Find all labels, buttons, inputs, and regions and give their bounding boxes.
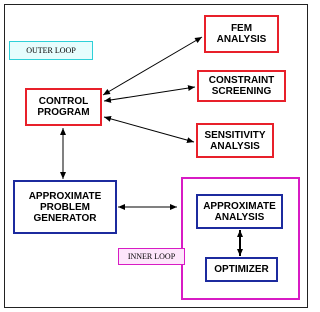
approximate-analysis-box: APPROXIMATE ANALYSIS — [196, 194, 283, 229]
approximate-problem-generator-box: APPROXIMATE PROBLEM GENERATOR — [13, 180, 117, 234]
inner-loop-label: INNER LOOP — [118, 248, 185, 265]
control-program-box: CONTROL PROGRAM — [25, 88, 102, 126]
sensitivity-analysis-box: SENSITIVITY ANALYSIS — [196, 123, 274, 158]
optimizer-box: OPTIMIZER — [205, 257, 278, 282]
outer-loop-label: OUTER LOOP — [9, 41, 93, 60]
arrow-control-to-sensitivity — [104, 117, 194, 142]
constraint-screening-box: CONSTRAINT SCREENING — [197, 70, 286, 102]
fem-analysis-box: FEM ANALYSIS — [204, 15, 279, 53]
arrow-control-to-fem — [103, 37, 202, 95]
arrow-control-to-constraint — [104, 87, 195, 101]
